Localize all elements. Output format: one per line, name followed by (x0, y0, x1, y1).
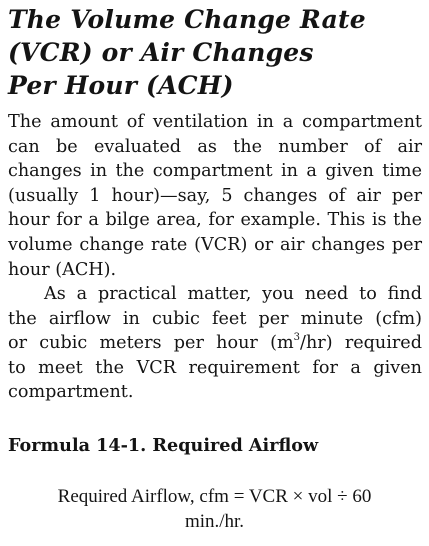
cubic-superscript: 3 (293, 332, 301, 344)
paragraph-line: hour for a bilge area, for example. This is the (8, 210, 422, 231)
formula-line: Required Airflow, cfm = VCR × vol ÷ 60 (57, 486, 372, 507)
section-heading (8, 3, 428, 102)
paragraph-line: changes in the compartment in a given time (8, 161, 422, 182)
paragraph-line: As a practical matter, you need to find (44, 284, 422, 304)
formula-expression (0, 484, 429, 534)
paragraph-line: volume change rate (VCR) or air changes per (8, 234, 422, 255)
heading-line: The Volume Change Rate (8, 5, 366, 34)
unit-text-before: or cubic meters per hour (m (8, 333, 294, 354)
body-paragraph-airflow (8, 282, 422, 405)
formula-line: min./hr. (184, 511, 245, 532)
paragraph-line: (usually 1 hour)—say, 5 changes of air per (8, 185, 422, 206)
body-paragraph-vcr-definition (8, 110, 422, 282)
paragraph-line-with-unit (8, 331, 422, 356)
paragraph-line: compartment. (8, 382, 134, 403)
paragraph-line: The amount of ventilation in a compartment (8, 112, 422, 132)
heading-line: Per Hour (ACH) (8, 71, 234, 100)
paragraph-line: hour (ACH). (8, 259, 117, 280)
formula-title: Formula 14-1. Required Airflow (8, 435, 319, 456)
heading-line: (VCR) or Air Changes (8, 38, 314, 67)
paragraph-line: can be evaluated as the number of air (8, 136, 422, 157)
unit-text-after: /hr) required (300, 333, 422, 354)
paragraph-line: the airflow in cubic feet per minute (cfm) (8, 308, 422, 329)
paragraph-line: to meet the VCR requirement for a given (8, 357, 422, 378)
